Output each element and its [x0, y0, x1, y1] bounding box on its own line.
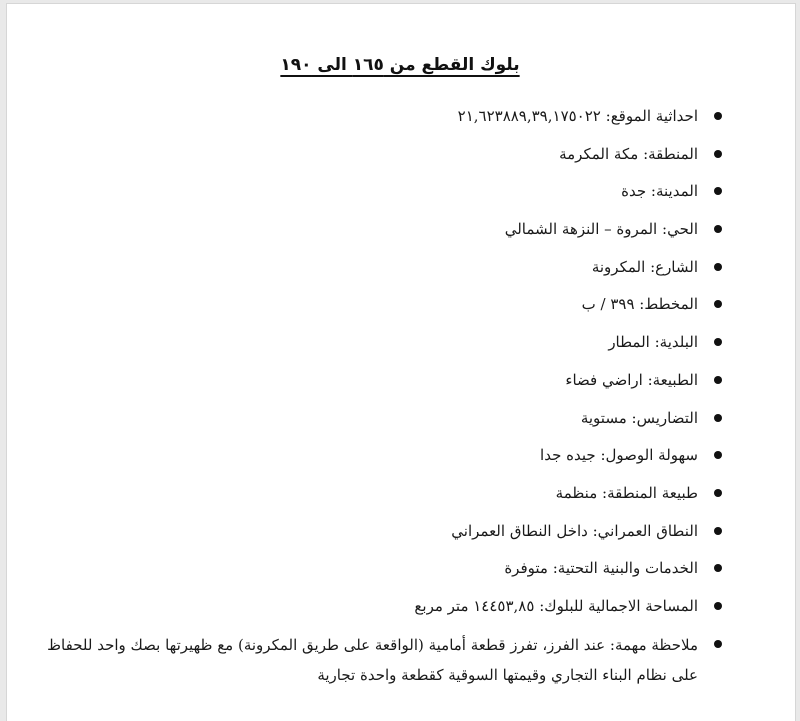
bullet-icon [714, 640, 722, 648]
item-label: الحي: [662, 220, 698, 239]
item-value: المطار [608, 333, 650, 352]
property-details-list [36, 102, 726, 690]
item-label: البلدية: [654, 333, 698, 352]
bullet-icon [714, 414, 722, 422]
list-item-terrain [36, 404, 726, 442]
bullet-icon [714, 300, 722, 308]
bullet-icon [714, 225, 722, 233]
list-item-plan [36, 290, 726, 328]
item-value: متوفرة [504, 559, 548, 578]
list-item-urban-scope [36, 517, 726, 555]
item-label: النطاق العمراني: [592, 521, 698, 540]
item-value: ١٤٤٥٣,٨٥ متر مربع [414, 596, 535, 615]
item-value: داخل النطاق العمراني [451, 521, 588, 540]
list-item-coordinates [36, 102, 726, 140]
item-label: التضاريس: [631, 408, 698, 427]
item-label: الطبيعة: [647, 370, 698, 389]
bullet-icon [714, 527, 722, 535]
list-item-municipality [36, 328, 726, 366]
bullet-icon [714, 187, 722, 195]
item-label: الشارع: [650, 257, 698, 276]
item-value: مستوية [580, 408, 627, 427]
bullet-icon [714, 489, 722, 497]
item-label: الخدمات والبنية التحتية: [552, 559, 698, 578]
item-label: المدينة: [650, 182, 698, 201]
document-title [0, 55, 800, 75]
item-value: جدة [621, 182, 647, 201]
list-item-accessibility [36, 441, 726, 479]
item-label: طبيعة المنطقة: [602, 483, 698, 502]
item-value: المروة – النزهة الشمالي [504, 220, 658, 239]
item-label: المنطقة: [643, 144, 698, 163]
item-value: اراضي فضاء [565, 370, 643, 389]
bullet-icon [714, 376, 722, 384]
item-value: ٢١,٦٢٣٨٨٩,٣٩,١٧٥٠٢٢ [457, 107, 601, 125]
bullet-icon [714, 338, 722, 346]
bullet-icon [714, 602, 722, 610]
item-value: مكة المكرمة [559, 144, 639, 163]
list-item-city [36, 177, 726, 215]
list-item-area-nature [36, 479, 726, 517]
bullet-icon [714, 112, 722, 120]
list-item-district [36, 215, 726, 253]
list-item-region [36, 140, 726, 178]
bullet-icon [714, 564, 722, 572]
item-value: المكرونة [591, 257, 646, 276]
list-item-services [36, 554, 726, 592]
item-label: المساحة الاجمالية للبلوك: [539, 596, 698, 615]
list-item-total-area [36, 592, 726, 630]
list-item-nature [36, 366, 726, 404]
item-label: المخطط: [639, 295, 698, 314]
item-label: سهولة الوصول: [600, 446, 698, 465]
bullet-icon [714, 150, 722, 158]
list-item-street [36, 253, 726, 291]
title-text: بلوك القطع من ١٦٥ الى ١٩٠ [280, 55, 520, 75]
bullet-icon [714, 451, 722, 459]
item-label: احداثية الموقع: [605, 107, 698, 125]
list-item-important-note [36, 630, 726, 690]
item-value: ٣٩٩ / ب [581, 295, 635, 314]
bullet-icon [714, 263, 722, 271]
note-value: عند الفرز، تفرز قطعة أمامية (الواقعة على طريق المكرونة) مع ظهيرتها بصك واحد للحفاظ على نظام البناء التجاري وقيمتها السوقية كقطعة واحدة تجارية [47, 635, 698, 684]
note-label: ملاحظة مهمة: [609, 635, 698, 654]
item-value: جيده جدا [540, 446, 596, 465]
item-value: منظمة [555, 483, 598, 502]
